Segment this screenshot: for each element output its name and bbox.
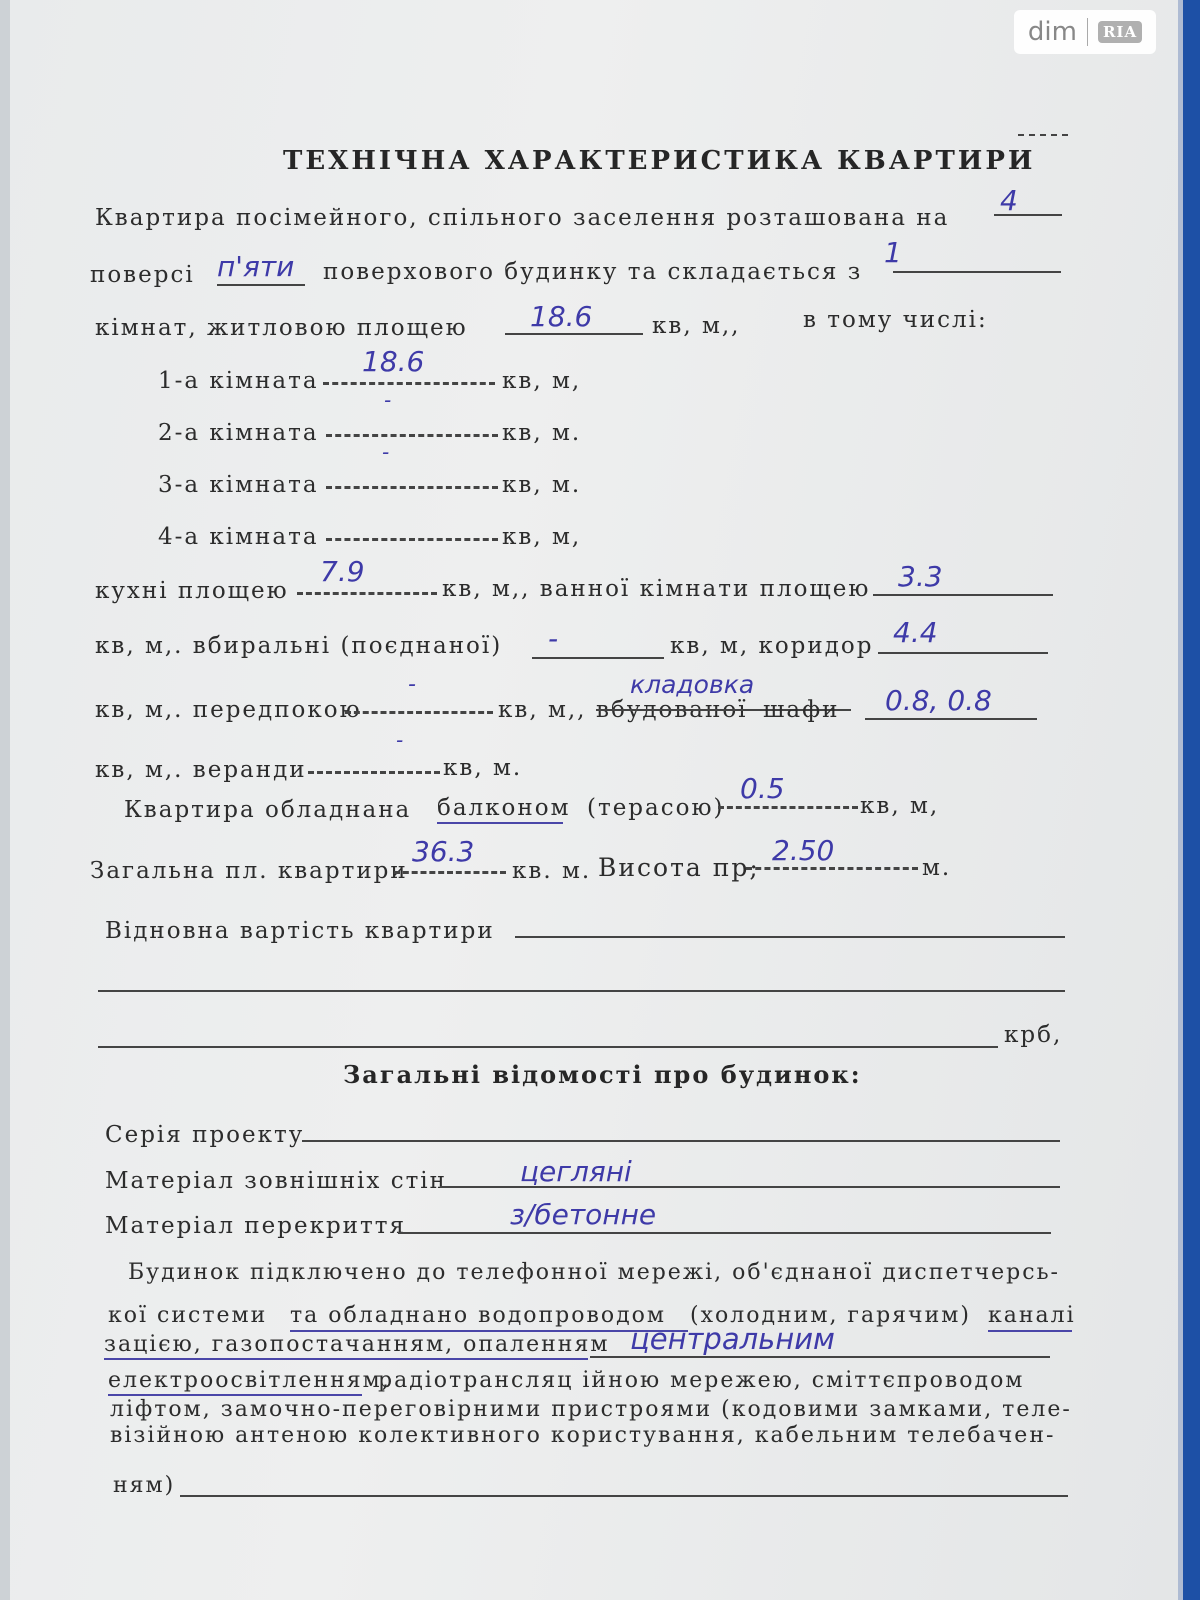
paragraph-line-4a: електроосвітленням,	[108, 1368, 391, 1393]
builtin-shafy-word: шафи	[763, 697, 840, 723]
paragraph-line-2b: та обладнано водопроводом	[290, 1303, 667, 1328]
balcony-word: балконом	[437, 795, 571, 821]
paragraph-line-4b: радіотрансляц ійною мережею, сміттєпроводом	[378, 1368, 1025, 1393]
text-line-3a: кімнат, житловою площею	[95, 315, 468, 341]
paragraph-line-6: візійною антеною колективного користування, кабельним телебачен-	[110, 1423, 1056, 1448]
kitchen-value: 7.9	[320, 555, 365, 588]
room-3-dash: -	[382, 440, 390, 464]
watermark-dim: dim	[1027, 17, 1077, 47]
restore-cost-blank-1	[515, 936, 1065, 938]
corner-mark	[1018, 134, 1068, 136]
paragraph-line-2d: каналі	[988, 1303, 1076, 1328]
ceiling-value: з/бетонне	[510, 1198, 657, 1231]
wc-blank	[532, 657, 664, 659]
paragraph-line-2a: кої системи	[108, 1303, 268, 1328]
corridor-blank	[878, 652, 1048, 654]
dim-ria-watermark	[1014, 10, 1156, 54]
total-area-label: Загальна пл. квартири	[90, 858, 408, 884]
total-area-unit: кв. м.	[512, 858, 592, 884]
height-label: Висота пр;	[598, 853, 760, 882]
final-blank	[180, 1495, 1068, 1497]
kitchen-label: кухні площею	[95, 578, 289, 604]
veranda-blank	[308, 771, 440, 774]
balcony-terrace: (терасою)	[587, 795, 725, 821]
general-info-title: Загальні відомості про будинок:	[343, 1060, 862, 1089]
paragraph-line-5: ліфтом, замочно-переговірними пристроями (кодовими замками, теле-	[110, 1397, 1072, 1422]
restore-cost-blank-2	[98, 990, 1065, 992]
room-1-blank	[323, 382, 495, 385]
wc-value: -	[548, 622, 559, 655]
heating-blank	[590, 1356, 1050, 1358]
storage-handwritten-label: кладовка	[630, 670, 755, 699]
text-line-1: Квартира посімейного, спільного заселення розташована на	[95, 205, 950, 231]
veranda-unit: кв, м.	[443, 755, 523, 781]
heating-value: центральним	[630, 1322, 835, 1356]
total-area-blank	[394, 871, 506, 874]
restore-cost-label: Відновна вартість квартири	[105, 918, 495, 944]
paragraph-line-1: Будинок підключено до телефонної мережі, об'єднаної диспетчерсь-	[128, 1260, 1060, 1285]
hall-value: -	[408, 672, 416, 697]
room-1-unit: кв, м,	[502, 368, 582, 394]
room-4-unit: кв, м,	[502, 524, 582, 550]
living-area-value: 18.6	[530, 300, 593, 333]
gas-heating-underline	[104, 1358, 588, 1360]
builtin-crossed-word: вбудованої	[596, 697, 748, 723]
rooms-value: 1	[884, 236, 902, 269]
kitchen-blank	[297, 592, 437, 595]
text-line-2a: поверсі	[90, 262, 195, 288]
room-3-blank	[326, 486, 498, 489]
kitchen-unit-bath-label: кв, м,, ванної кімнати площею	[442, 576, 871, 602]
room-4-label: 4-а кімната	[158, 524, 319, 550]
rooms-blank	[893, 271, 1061, 273]
text-line-2b: поверхового будинку та складається з	[323, 259, 863, 285]
veranda-dash: -	[396, 728, 404, 752]
balcony-unit: кв, м,	[860, 793, 940, 819]
text-line-3c: в тому числі:	[803, 307, 988, 333]
wc-unit-corridor-label: кв, м, коридор	[670, 633, 874, 659]
bath-value: 3.3	[898, 560, 943, 593]
hall-unit: кв, м,,	[498, 697, 587, 723]
walls-value: цегляні	[520, 1155, 632, 1188]
storage-blank	[865, 718, 1037, 720]
room-2-label: 2-а кімната	[158, 420, 319, 446]
corridor-value: 4.4	[893, 616, 938, 649]
room-3-unit: кв, м.	[502, 472, 582, 498]
hall-label: кв, м,. передпокою	[95, 697, 362, 723]
electric-underline	[108, 1394, 362, 1396]
document-title: ТЕХНІЧНА ХАРАКТЕРИСТИКА КВАРТИРИ	[283, 146, 1036, 176]
paragraph-line-7: ням)	[113, 1473, 176, 1498]
room-1-value: 18.6	[362, 345, 425, 378]
floor-value: 4	[1000, 184, 1018, 217]
krb-unit: крб,	[1004, 1022, 1063, 1048]
room-4-blank	[326, 538, 498, 541]
restore-cost-blank-3	[98, 1046, 998, 1048]
living-area-blank	[505, 333, 643, 335]
room-1-label: 1-а кімната	[158, 368, 319, 394]
room-2-blank	[326, 434, 498, 437]
balcony-blank	[718, 806, 858, 809]
veranda-label: кв, м,. веранди	[95, 757, 307, 783]
paragraph-line-3a: зацією, газопостачанням, опаленням	[104, 1332, 610, 1357]
paragraph-line-2c: (холодним, гарячим)	[690, 1303, 971, 1328]
storage-values: 0.8, 0.8	[885, 684, 992, 717]
watermark-ria-logo: RIA	[1098, 21, 1142, 43]
room-2-dash: -	[384, 388, 392, 412]
height-value: 2.50	[772, 834, 835, 867]
series-label: Серія проекту	[105, 1122, 305, 1148]
sewer-underline-1	[988, 1330, 1072, 1332]
balcony-value: 0.5	[740, 772, 785, 805]
blue-background-edge	[1178, 0, 1200, 1600]
total-area-value: 36.3	[412, 835, 475, 868]
storeys-blank	[217, 284, 305, 286]
room-2-unit: кв, м.	[502, 420, 582, 446]
series-blank	[302, 1140, 1060, 1142]
watermark-separator	[1087, 18, 1088, 46]
wc-label: кв, м,. вбиральні (поєднаної)	[95, 633, 503, 659]
text-line-3b: кв, м,,	[652, 313, 741, 339]
walls-label: Матеріал зовнішніх стін	[105, 1168, 447, 1194]
hall-blank	[345, 711, 493, 714]
room-3-label: 3-а кімната	[158, 472, 319, 498]
balcony-label: Квартира обладнана	[124, 797, 412, 823]
ceiling-label: Матеріал перекриття	[105, 1213, 406, 1239]
balcony-underline	[437, 822, 563, 824]
bath-blank	[873, 594, 1053, 596]
storeys-value: п'яти	[217, 250, 295, 283]
height-unit: м.	[922, 855, 952, 881]
height-blank	[746, 867, 918, 870]
ceiling-blank	[398, 1232, 1051, 1234]
